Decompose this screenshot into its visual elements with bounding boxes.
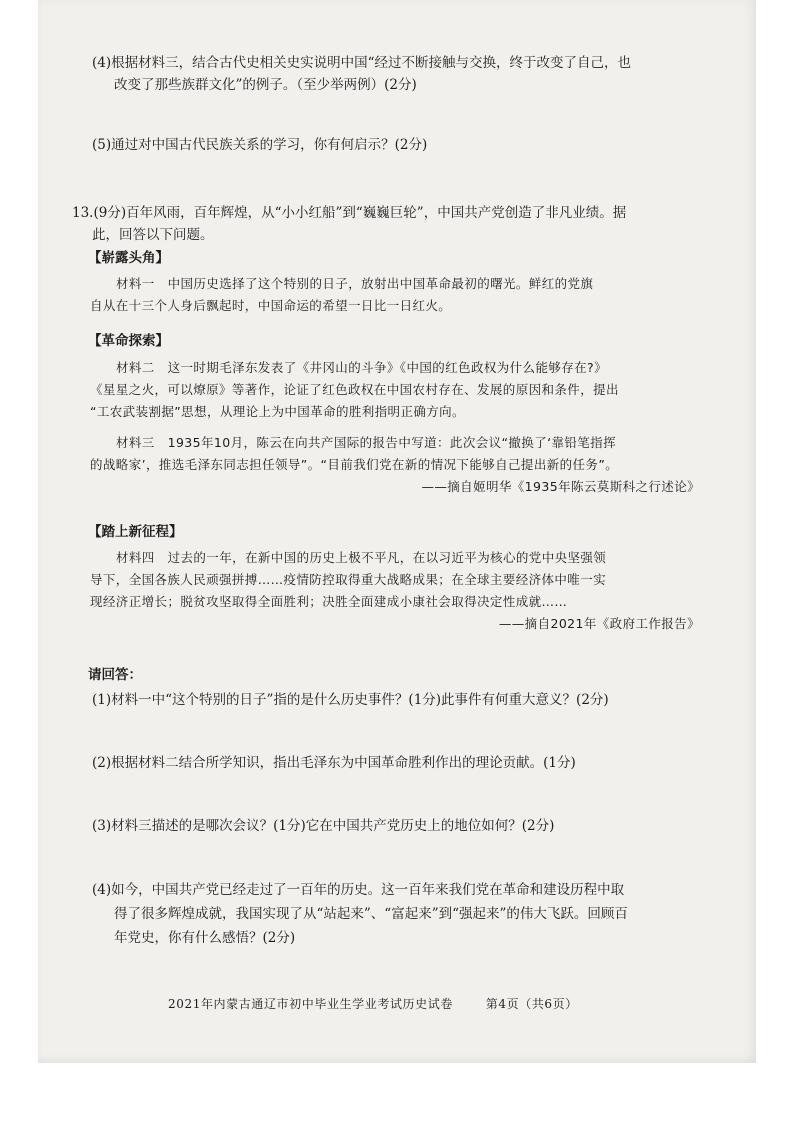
question-13-line2: 此，回答以下问题。	[92, 227, 214, 243]
question-12-5: (5)通过对中国古代民族关系的学习，你有何启示？(2分)	[92, 137, 428, 153]
question-13-4-line1: (4)如今，中国共产党已经走过了一百年的历史。这一百年来我们党在革命和建设历程中取	[92, 882, 625, 898]
material-2	[90, 357, 700, 423]
footer-page-number: 第4页（共6页）	[485, 997, 578, 1011]
material-4-line3: 现经济正增长；脱贫攻坚取得全面胜利；决胜全面建成小康社会取得决定性成就……	[90, 594, 568, 609]
section-heading-3: 【踏上新征程】	[88, 524, 183, 540]
material-1	[90, 273, 700, 317]
question-13-stem	[72, 202, 702, 246]
material-3	[90, 432, 700, 498]
question-13-2: (2)根据材料二结合所学知识，指出毛泽东为中国革命胜利作出的理论贡献。(1分)	[92, 755, 576, 771]
question-12-4	[92, 52, 702, 96]
material-4-line1: 材料四 过去的一年，在新中国的历史上极不平凡，在以习近平为核心的党中央坚强领	[116, 550, 607, 565]
material-3-source: ——摘自姬明华《1935年陈云莫斯科之行述论》	[421, 479, 700, 494]
question-12-4-line1: (4)根据材料三，结合古代史相关史实说明中国“经过不断接触与交换，终于改变了自己，也	[92, 55, 632, 71]
material-2-line2: 《星星之火，可以燎原》等著作，论证了红色政权在中国农村存在、发展的原因和条件，提出	[90, 382, 619, 397]
question-13-line1: 13.(9分)百年风雨，百年辉煌，从“小小红船”到“巍巍巨轮”，中国共产党创造了非凡业绩。据	[72, 205, 627, 221]
material-4	[90, 547, 700, 635]
answer-prompt: 请回答：	[88, 667, 142, 683]
material-1-line2: 自从在十三个人身后飘起时，中国命运的希望一日比一日红火。	[90, 298, 452, 313]
question-13-4	[92, 878, 704, 950]
material-4-line2: 导下，全国各族人民顽强拼搏……疫情防控取得重大战略成果；在全球主要经济体中唯一实	[90, 572, 607, 587]
footer-exam-title: 2021年内蒙古通辽市初中毕业生学业考试历史试卷	[168, 997, 453, 1011]
question-12-4-line2: 改变了那些族群文化”的例子。（至少举两例）(2分)	[114, 77, 417, 93]
section-heading-1: 【崭露头角】	[88, 250, 169, 266]
question-13-4-line3: 年党史，你有什么感悟？(2分)	[114, 930, 296, 946]
material-3-line1: 材料三 1935年10月，陈云在向共产国际的报告中写道：此次会议“撤换了‘靠铅笔指挥	[116, 435, 616, 450]
material-2-line1: 材料二 这一时期毛泽东发表了《井冈山的斗争》《中国的红色政权为什么能够存在?》	[116, 360, 607, 375]
material-2-line3: “工农武装割据”思想，从理论上为中国革命的胜利指明正确方向。	[90, 404, 465, 419]
section-heading-2: 【革命探索】	[88, 333, 169, 349]
page-footer	[168, 995, 578, 1012]
question-13-3: (3)材料三描述的是哪次会议？(1分)它在中国共产党历史上的地位如何？(2分)	[92, 818, 555, 834]
material-1-line1: 材料一 中国历史选择了这个特别的日子，放射出中国革命最初的曙光。鲜红的党旗	[116, 276, 594, 291]
material-4-source: ——摘自2021年《政府工作报告》	[498, 616, 700, 631]
material-3-line2: 的战略家’，推选毛泽东同志担任领导”。“目前我们党在新的情况下能够自己提出新的任务”。	[90, 457, 619, 472]
question-13-1: (1)材料一中“这个特别的日子”指的是什么历史事件？(1分)此事件有何重大意义？(2分)	[92, 692, 609, 708]
question-13-4-line2: 得了很多辉煌成就，我国实现了从“站起来”、“富起来”到“强起来”的伟大飞跃。回顾百	[114, 906, 628, 922]
